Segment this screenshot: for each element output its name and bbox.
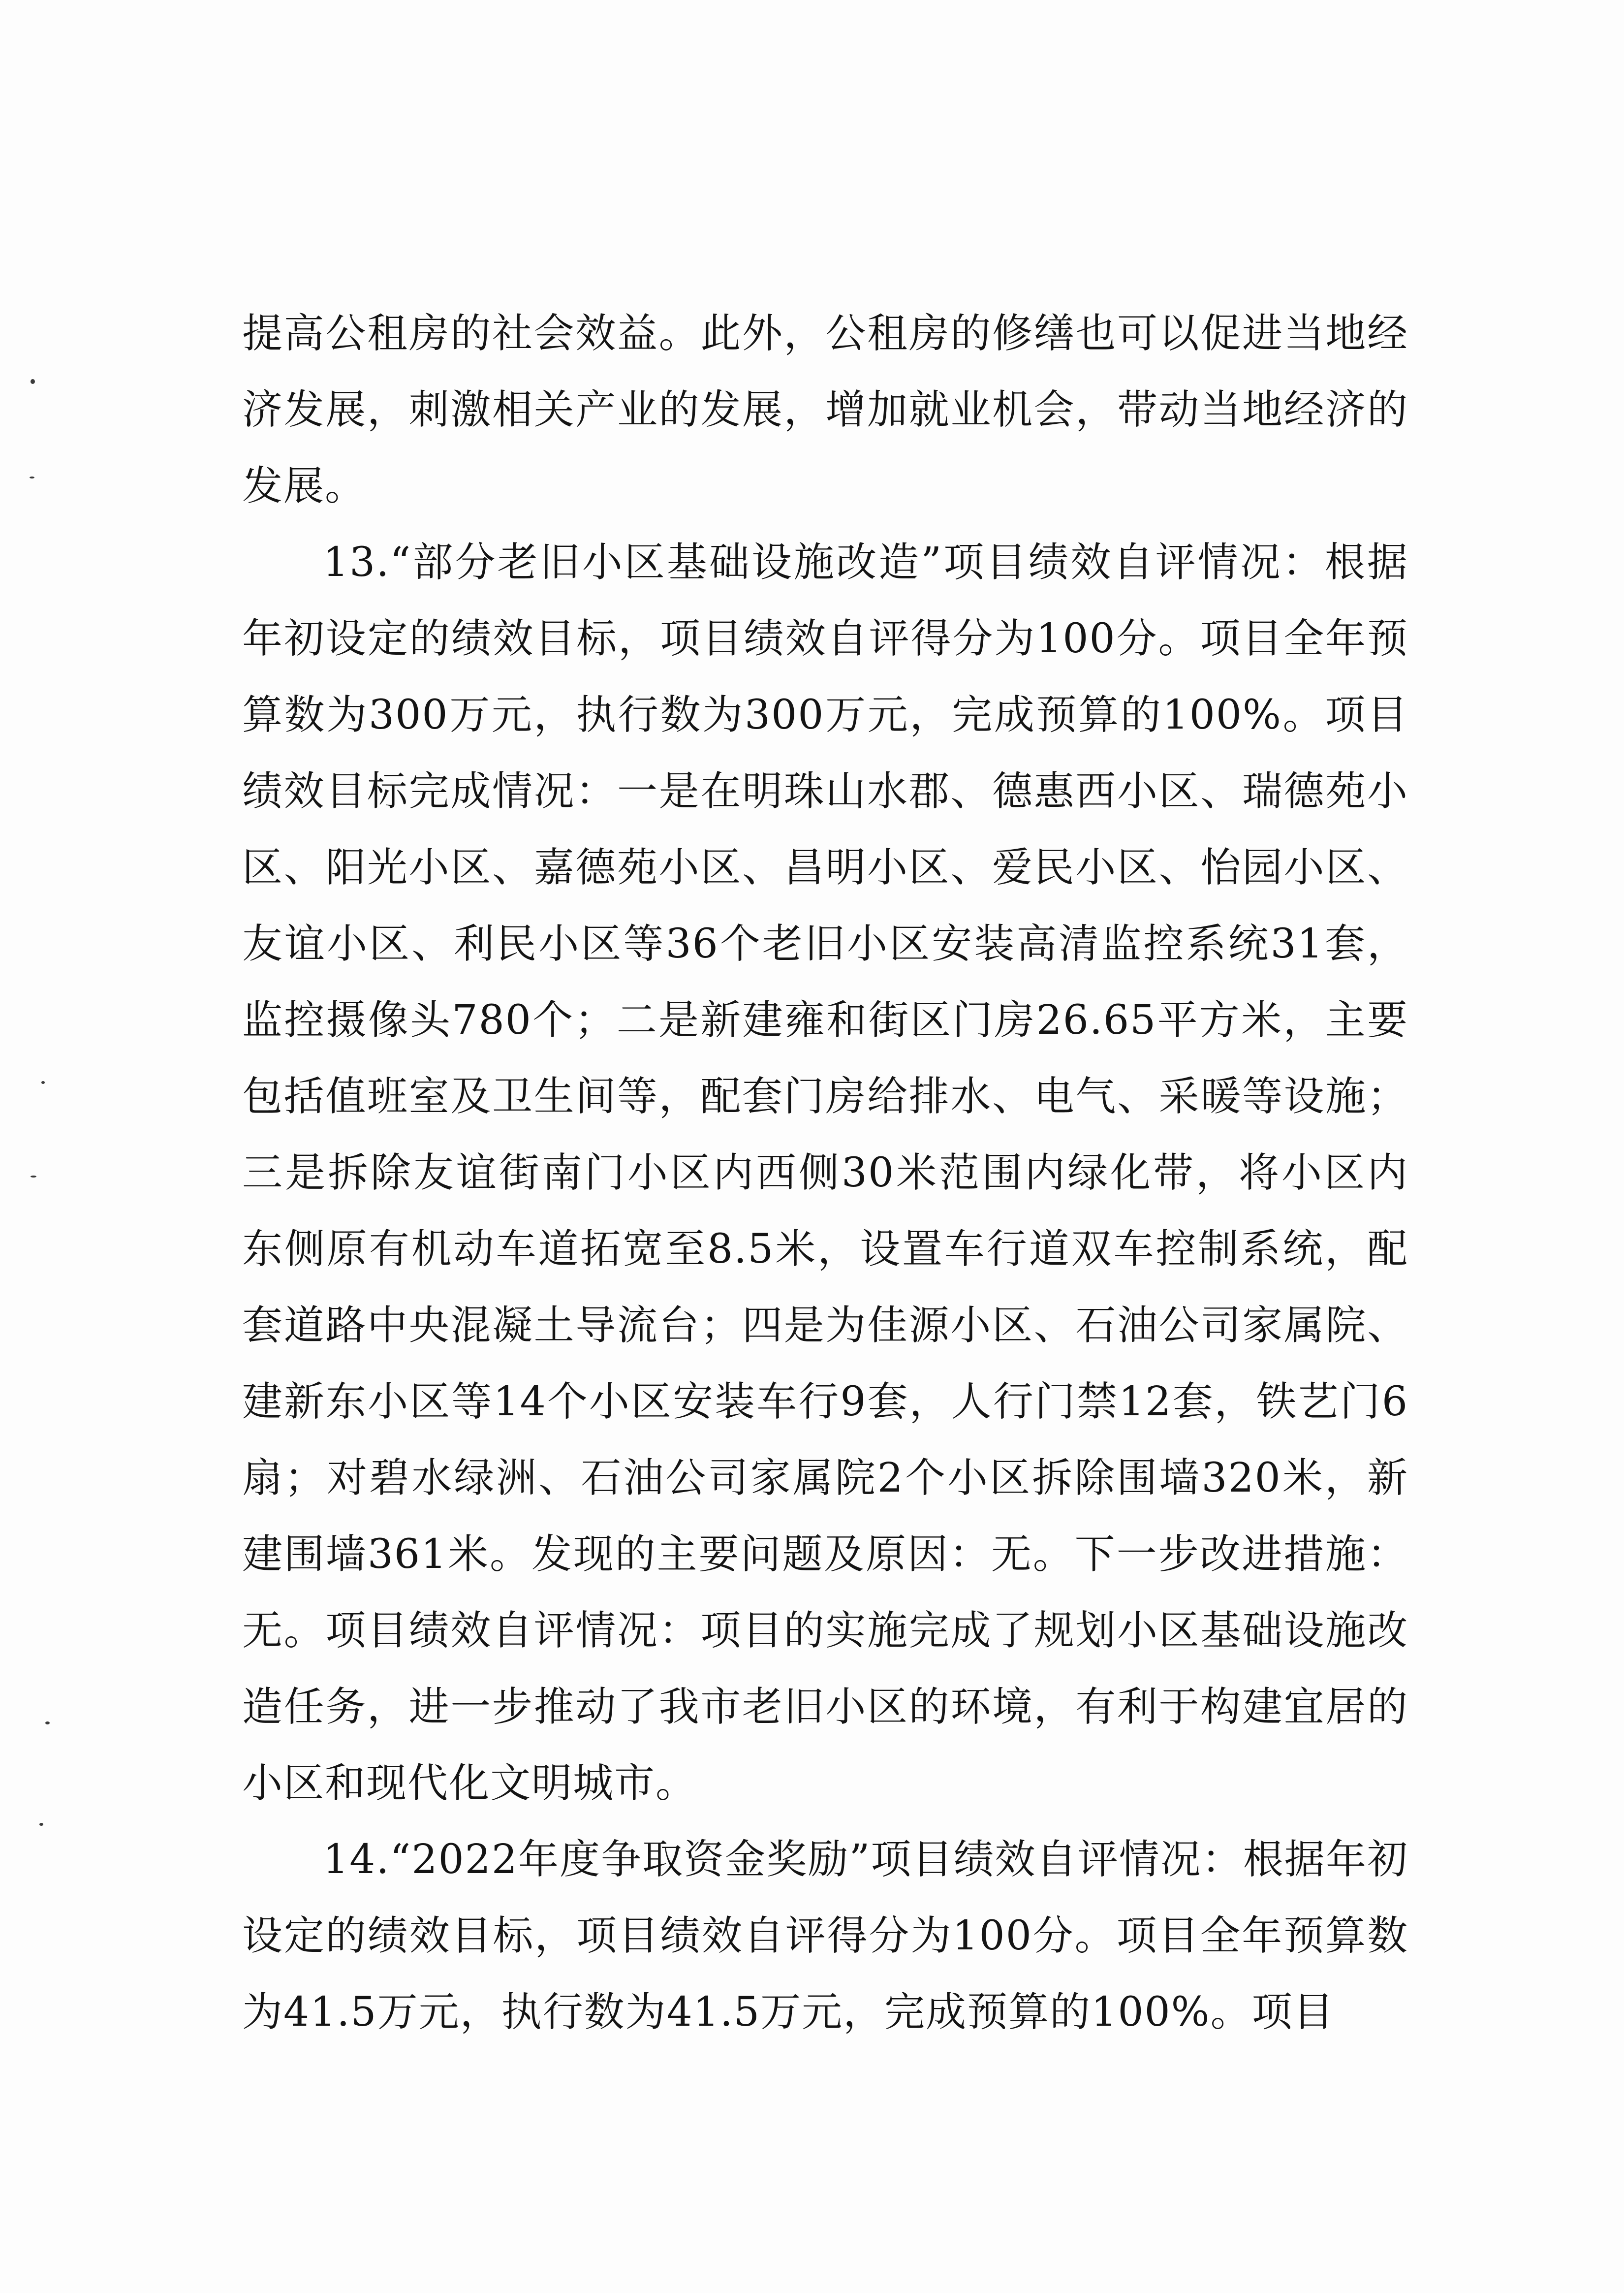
paragraph-item-14: 14.“2022年度争取资金奖励”项目绩效自评情况：根据年初设定的绩效目标，项目绩效自评得分为100分。项目全年预算数为41.5万元，执行数为41.5万元，完成预算的100%。项目 bbox=[242, 1836, 1408, 2036]
body-text bbox=[242, 295, 1408, 2050]
scan-speck bbox=[30, 477, 34, 478]
paragraph-item-13: 13.“部分老旧小区基础设施改造”项目绩效自评情况：根据年初设定的绩效目标，项目绩效自评得分为100分。项目全年预算数为300万元，执行数为300万元，完成预算的100%。项目绩效目标完成情况：一是在明珠山水郡、德惠西小区、瑞德苑小区、阳光小区、嘉德苑小区、昌明小区、爱民小区、怡园小区、友谊小区、利民小区等36个老旧小区安装高清监控系统31套，监控摄像头780个；二是新建雍和街区门房26.65平方米，主要包括值班室及卫生间等，配套门房给排水、电气、采暖等设施；三是拆除友谊街南门小区内西侧30米范围内绿化带，将小区内东侧原有机动车道拓宽至8.5米，设置车行道双车控制系统，配套道路中央混凝土导流台；四是为佳源小区、石油公司家属院、建新东小区等14个小区安装车行9套，人行门禁12套，铁艺门6扇；对碧水绿洲、石油公司家属院2个小区拆除围墙320米，新建围墙361米。发现的主要问题及原因：无。下一步改进措施：无。项目绩效自评情况：项目的实施完成了规划小区基础设施改造任务，进一步推动了我市老旧小区的环境，有利于构建宜居的小区和现代化文明城市。 bbox=[242, 539, 1408, 1807]
scan-speck bbox=[41, 1081, 45, 1084]
scan-speck bbox=[31, 1176, 36, 1178]
scan-speck bbox=[39, 1823, 43, 1826]
paragraph-continuation: 提高公租房的社会效益。此外，公租房的修缮也可以促进当地经济发展，刺激相关产业的发展，增加就业机会，带动当地经济的发展。 bbox=[242, 310, 1408, 510]
scan-speck bbox=[45, 1721, 50, 1724]
scan-speck bbox=[31, 379, 35, 384]
